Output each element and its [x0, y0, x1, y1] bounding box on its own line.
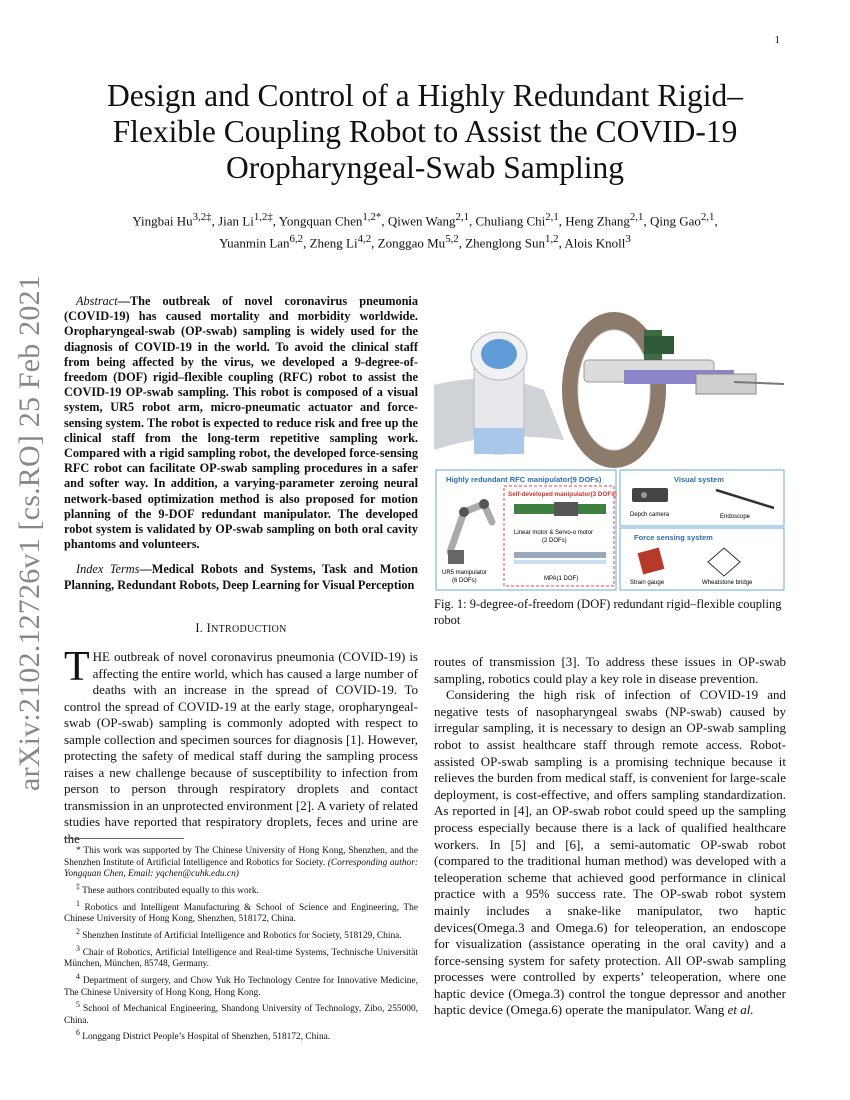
abstract-text: —The outbreak of novel coronavirus pneumonia (COVID-19) has caused mortality and morbidity worldwide. Oropharyngeal-swab (OP-swab) sampling is widely used for the diagnosis of COVID-19 in the world. To avoid the clinical staff from being affected by the virus, we developed a 9-degree-of-freedom (DOF) rigid–flexible coupling (RFC) robot to assist the COVID-19 OP-swab sampling. This robot is composed of a visual system, UR5 robot arm, micro-pneumatic actuator and force-sensing system. The robot is expected to reduce risk and free up the clinical staff from the long-term repetitive sampling work. Compared with a rigid sampling robot, the developed force-sensing RFC robot can facilitate OP-swab sampling procedures in a safer and softer way. In addition, a varying-parameter zeroing neural network-based optimization method is also proposed for motion planning of the 9-DOF redundant manipulator. The developed robot system is validated by OP-swab sampling on both oral cavity phantoms and volunteers. [64, 294, 418, 552]
strain-gauge-label: Strain gauge [630, 580, 665, 586]
robot-figure-illustration [434, 290, 786, 592]
drop-cap: T [64, 644, 90, 691]
paper-title: Design and Control of a Highly Redundant Rigid–Flexible Coupling Robot to Assist the COVID-19 Oropharyngeal-Swab Sampling [106, 78, 744, 185]
footnote: $^5$ School of Mechanical Engineering, Shandong University of Technology, Zibo, 255000, China. [64, 1000, 418, 1026]
intro-text: HE outbreak of novel coronavirus pneumonia (COVID-19) is affecting the entire world, which has caused a large number of deaths with an increase in the spread of COVID-19. To control the spread of COVID-19 at the early stage, oropharyngeal-swab (OP-swab) sampling is commonly adopted with respect to sample collection and specimen sources for diagnosis [1]. However, protecting the safety of medical staff during the sampling process raises a new challenge because of susceptibility to infection from person to person through respiratory droplets and contact transmission in an unprotected environment [2]. A variety of related studies have reported that respiratory droplets, feces and urine are the [64, 649, 418, 846]
figure-1 [434, 290, 786, 592]
abstract [64, 294, 418, 552]
self-developed-label: Self-developed manipulator(3 DOFs) [508, 491, 617, 498]
mpa-label: MPA(1 DOF) [544, 576, 579, 582]
endoscope-label: Endoscope [720, 514, 751, 520]
section-heading [64, 621, 418, 637]
page-number: 1 [774, 34, 780, 46]
arxiv-watermark [0, 0, 60, 1100]
footnote: $^3$ Chair of Robotics, Artificial Intelligence and Real-time Systems, Technische Universität München, München, 85748, Germany. [64, 943, 418, 970]
depth-camera-label: Depch camera [630, 512, 670, 518]
footnote: $^2$ Shenzhen Institute of Artificial Intelligence and Robotics for Society, 518129, China. [76, 926, 402, 941]
panel-force-title: Force sensing system [634, 533, 713, 542]
figure-caption: Fig. 1: 9-degree-of-freedom (DOF) redundant rigid–flexible coupling robot [434, 597, 782, 627]
linear-motor-label: Linear motor & Servo-o motor [514, 530, 594, 536]
index-terms-label: Index Terms [76, 562, 140, 577]
paragraph: routes of transmission [3]. To address these issues in OP-swab sampling, robotics could play a key role in disease prevention. [434, 654, 786, 686]
intro-paragraph [64, 644, 418, 847]
wheatstone-bridge-label: Wheatstone bridge [702, 580, 753, 586]
ur5-label: UR5 manipulator [442, 570, 488, 576]
right-column [434, 654, 786, 1019]
author-list: Yingbai $Hu^{3,2\ddagger}$, Jian $Li^{1,2\ddagger}$, Yongquan Chen$^{1,2*}$, Qiwen Wang$^{2,1}$, Chuliang Chi$^{2,1}$, Heng Zhang$^{2,1}$, Qing Gao$^{2,1}$, Yuanmin Lan$^{6,2}$, Zheng Li$^{4,2}$, Zonggao Mu$^{5,2}$, Zhenglong Sun$^{1,2}$, Alois Knoll$^3$ [132, 211, 718, 251]
left-column [64, 294, 418, 847]
section-number: I. [195, 620, 204, 635]
panel-manipulator-title: Highly redundant RFC manipulator(9 DOFs) [446, 475, 602, 484]
ur5-dofs: (6 DOFs) [452, 578, 477, 584]
panel-visual-title: Visual system [674, 475, 724, 484]
section-title-rest: NTRODUCTION [211, 623, 287, 635]
section-title-first: I [206, 620, 212, 635]
footnotes [64, 846, 418, 1044]
linear-motor-dofs: (2 DOFs) [542, 538, 567, 544]
index-terms [64, 562, 418, 592]
paragraph: Considering the high risk of infection of COVID-19 and negative tests of nasopharyngeal swabs (NP-swab) caused by irregular sampling, it is necessary to design an OP-swab sampling robot to assist healthcare staff through remote access. Robot-assisted OP-swab sampling is a promising technique because it relieves the burden from medical staff, is convenient for large-scale deployment, is cost-effective, and offers sampling standardization. As reported in [4], an OP-swab robot could speed up the sampling process especially because there is a lack of qualified healthcare workers. In [5] and [6], a semi-automatic OP-swab robot (compared to the traditional human method) was developed with a teleoperation scheme that achieved good performance in clinical practice with a 95% success rate. The OP-swab robot system mainly includes a snake-like manipulator, two haptic devices(Omega.3 and Omega.6) for teleoperation, an endoscope for visualization (assistance operating in the oral cavity) and a force-sensing system for safety protection. All OP-swab sampling processes were controlled by experts’ teleoperation, where one haptic device (Omega.3) control the tongue depressor and another haptic device (Omega.6) operate the manipulator. Wang et al. [434, 687, 786, 1018]
index-terms-text: —Medical Robots and Systems, Task and Motion Planning, Redundant Robots, Deep Learning for Visual Perception [64, 562, 418, 592]
footnote: $^6$ Longgang District People’s Hospital of Shenzhen, 518172, China. [76, 1028, 331, 1043]
footnote: $^4$ Department of surgery, and Chow Yuk Ho Technology Centre for Innovative Medicine, The Chinese University of Hong Kong, Hong Kong. [64, 971, 418, 998]
footnote: * This work was supported by The Chinese University of Hong Kong, Shenzhen, and the Shenzhen Institute of Artificial Intelligence and Robotics for Society. (Corresponding author: Yongquan Chen, Email: yqchen@cuhk.edu.cn) [64, 846, 418, 880]
footnote-rule [64, 838, 184, 839]
footnote: $^1$ Robotics and Intelligent Manufacturing & School of Science and Engineering, The Chinese University of Hong Kong, Shenzhen, 518172, China. [64, 898, 418, 925]
footnote: ‡ These authors contributed equally to this work. [76, 881, 259, 896]
arxiv-id: arXiv:2102.12726v1 [cs.RO] 25 Feb 2021 [13, 275, 46, 791]
abstract-label: Abstract [76, 294, 118, 308]
